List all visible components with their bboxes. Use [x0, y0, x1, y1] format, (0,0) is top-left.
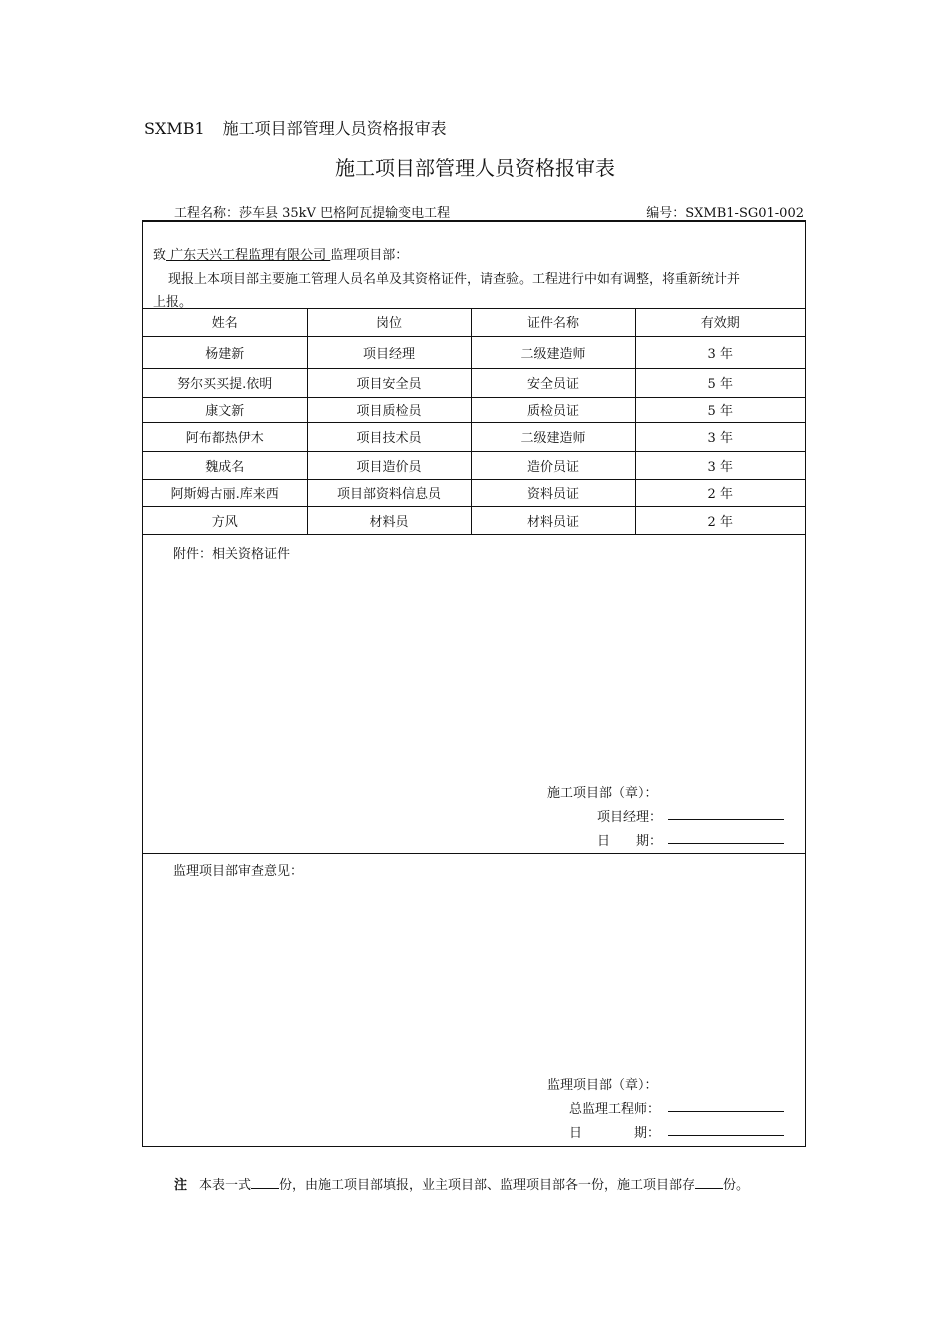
construction-date-label: 日 期： [597, 834, 663, 849]
column-header-position: 岗位 [307, 308, 471, 336]
recipient-line [153, 244, 408, 263]
construction-date-line[interactable] [668, 843, 784, 844]
cell-name: 康文新 [143, 397, 307, 422]
cell-certificate: 二级建造师 [471, 336, 635, 368]
recipient-suffix: 监理项目部： [330, 248, 409, 263]
note-text-1: 本表一式 [199, 1178, 252, 1193]
chief-supervisor-signature-line[interactable] [668, 1111, 784, 1112]
kept-copies-blank[interactable] [695, 1176, 723, 1189]
construction-dept-seal-label: 施工项目部（章）： [547, 786, 658, 801]
cell-validity: 2 年 [635, 479, 805, 506]
cell-certificate: 二级建造师 [471, 422, 635, 451]
project-manager-label: 项目经理： [597, 810, 663, 825]
supervision-date-label: 日 期： [569, 1126, 661, 1141]
cell-validity: 3 年 [635, 451, 805, 479]
document-number: 编号：SXMB1-SG01-002 [646, 206, 804, 221]
table-row [143, 506, 805, 534]
document-code [144, 116, 447, 139]
cell-position: 项目经理 [307, 336, 471, 368]
cell-certificate: 质检员证 [471, 397, 635, 422]
cell-certificate: 安全员证 [471, 368, 635, 397]
column-header-name: 姓名 [143, 308, 307, 336]
cell-position: 材料员 [307, 506, 471, 534]
table-row [143, 479, 805, 506]
cell-position: 项目安全员 [307, 368, 471, 397]
cell-name: 阿布都热伊木 [143, 422, 307, 451]
table-row [143, 368, 805, 397]
chief-supervisor-label: 总监理工程师： [569, 1102, 661, 1117]
copies-blank[interactable] [251, 1176, 279, 1189]
staff-table [143, 308, 805, 534]
supervision-dept-seal-label: 监理项目部（章）： [547, 1078, 658, 1093]
cell-validity: 3 年 [635, 422, 805, 451]
cell-validity: 2 年 [635, 506, 805, 534]
cell-validity: 5 年 [635, 397, 805, 422]
cell-certificate: 材料员证 [471, 506, 635, 534]
table-row [143, 397, 805, 422]
table-row [143, 422, 805, 451]
column-header-certificate: 证件名称 [471, 308, 635, 336]
cell-validity: 5 年 [635, 368, 805, 397]
page-title: 施工项目部管理人员资格报审表 [335, 156, 615, 180]
cell-name: 魏成名 [143, 451, 307, 479]
attachment-section [143, 534, 805, 854]
cell-position: 项目质检员 [307, 397, 471, 422]
project-name: 工程名称：莎车县 35kV 巴格阿瓦提输变电工程 [174, 206, 451, 221]
cell-name: 杨建新 [143, 336, 307, 368]
cell-position: 项目部资料信息员 [307, 479, 471, 506]
table-header-row [143, 308, 805, 336]
cell-name: 方风 [143, 506, 307, 534]
supervision-review-section [143, 852, 805, 1147]
table-row [143, 336, 805, 368]
cell-name: 努尔买买提.依明 [143, 368, 307, 397]
column-header-validity: 有效期 [635, 308, 805, 336]
cell-position: 项目技术员 [307, 422, 471, 451]
report-text-line-1: 现报上本项目部主要施工管理人员名单及其资格证件，请查验。工程进行中如有调整，将重新统计并 [168, 272, 741, 287]
footnote [174, 1174, 749, 1193]
cell-name: 阿斯姆古丽.库来西 [143, 479, 307, 506]
report-text-line-2: 上报。 [153, 295, 193, 310]
form-frame [142, 220, 806, 1147]
form-code: SXMB1 [144, 119, 205, 138]
cell-validity: 3 年 [635, 336, 805, 368]
table-row [143, 451, 805, 479]
note-text-2: 份，由施工项目部填报，业主项目部、监理项目部各一份，施工项目部存 [279, 1178, 696, 1193]
review-opinion-label: 监理项目部审查意见： [173, 864, 304, 879]
recipient-company: 广东天兴工程监理有限公司 [166, 248, 331, 263]
cell-position: 项目造价员 [307, 451, 471, 479]
note-prefix: 注 [174, 1178, 188, 1193]
intro-section [143, 222, 805, 309]
cell-certificate: 资料员证 [471, 479, 635, 506]
project-manager-signature-line[interactable] [668, 819, 784, 820]
supervision-date-line[interactable] [668, 1135, 784, 1136]
cell-certificate: 造价员证 [471, 451, 635, 479]
form-code-title: 施工项目部管理人员资格报审表 [222, 119, 447, 138]
attachment-label: 附件：相关资格证件 [173, 547, 291, 562]
recipient-prefix: 致 [153, 248, 167, 263]
note-text-3: 份。 [723, 1178, 750, 1193]
